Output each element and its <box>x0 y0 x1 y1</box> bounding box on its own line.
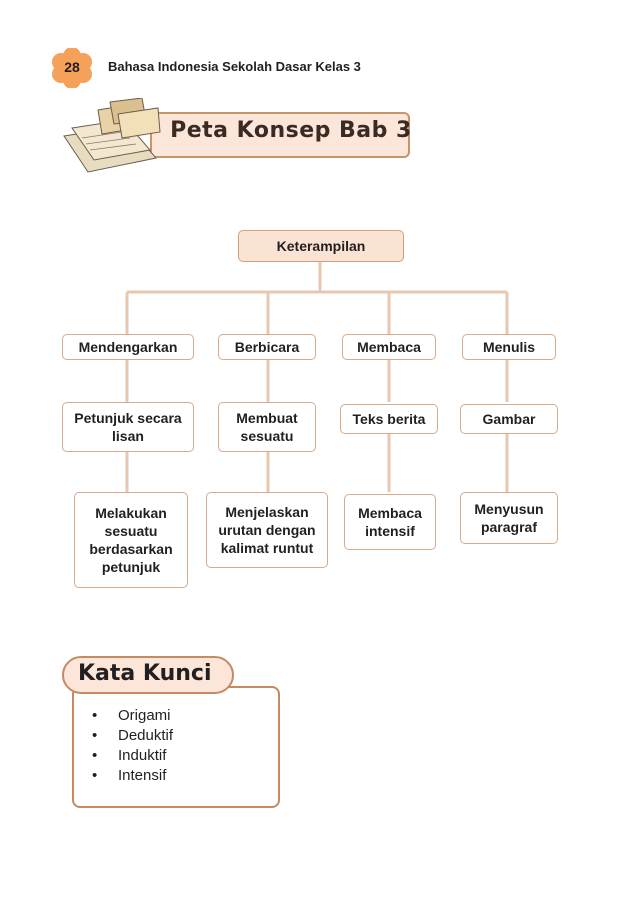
concept-level1-mendengarkan: Mendengarkan <box>62 334 194 360</box>
list-item: • Intensif <box>92 767 167 784</box>
list-item: • Origami <box>92 707 171 724</box>
concept-level1-berbicara: Berbicara <box>218 334 316 360</box>
key-words-list <box>92 706 173 786</box>
page-title: Peta Konsep Bab 3 <box>170 118 412 143</box>
list-item: • Induktif <box>92 747 167 764</box>
concept-level2-teks-berita: Teks berita <box>340 404 438 434</box>
book-title: Bahasa Indonesia Sekolah Dasar Kelas 3 <box>108 59 361 74</box>
page-number: 28 <box>64 59 80 75</box>
concept-level2-membuat-sesuatu: Membuat sesuatu <box>218 402 316 452</box>
key-words-title: Kata Kunci <box>78 661 212 686</box>
bullet-icon: • <box>92 747 98 764</box>
concept-level3-membaca-intensif: Membaca intensif <box>344 494 436 550</box>
concept-level3-menyusun-paragraf: Menyusun paragraf <box>460 492 558 544</box>
list-item: • Deduktif <box>92 727 174 744</box>
bullet-icon: • <box>92 727 98 744</box>
bullet-icon: • <box>92 707 98 724</box>
concept-level3-menjelaskan-urutan: Menjelaskan urutan dengan kalimat runtut <box>206 492 328 568</box>
concept-level2-petunjuk-lisan: Petunjuk secara lisan <box>62 402 194 452</box>
concept-root: Keterampilan <box>238 230 404 262</box>
bullet-icon: • <box>92 767 98 784</box>
concept-level2-gambar: Gambar <box>460 404 558 434</box>
concept-level1-menulis: Menulis <box>462 334 556 360</box>
concept-level1-membaca: Membaca <box>342 334 436 360</box>
concept-level3-melakukan-sesuatu: Melakukan sesuatu berdasarkan petunjuk <box>74 492 188 588</box>
